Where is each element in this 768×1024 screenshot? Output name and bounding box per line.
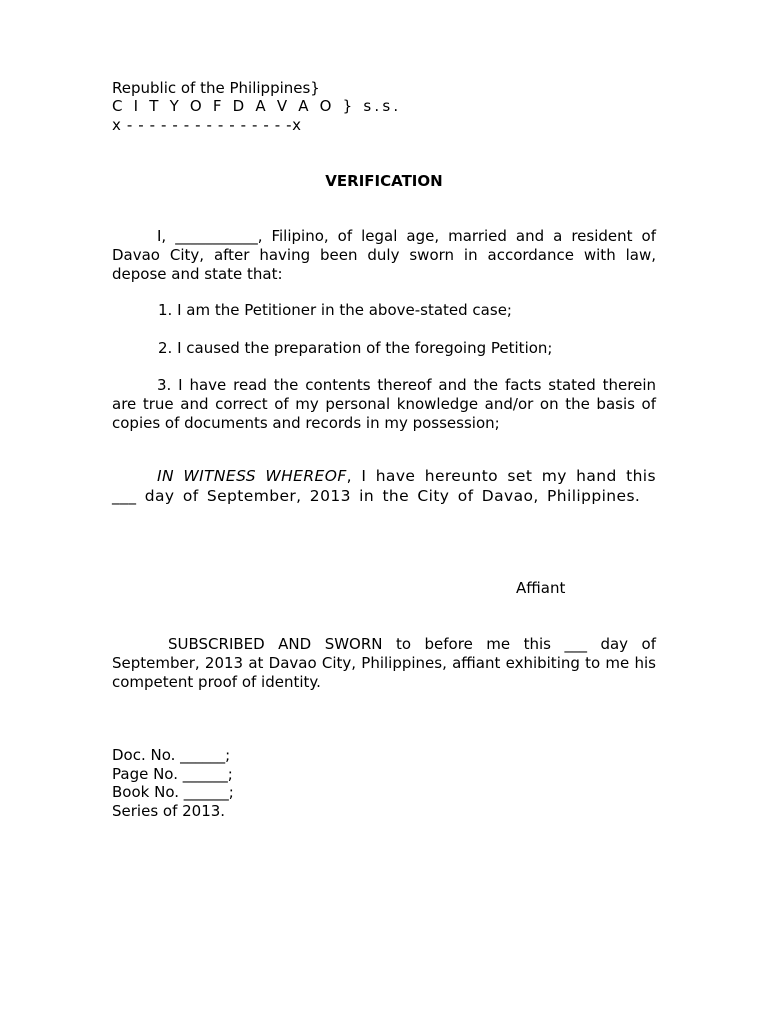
series-year: Series of 2013. xyxy=(112,802,226,820)
witness-text: , I have hereunto set my hand this ___ day of September, 2013 in the City of Davao, Philippines. xyxy=(112,467,656,505)
statement-item-2: 2. I caused the preparation of the foregoing Petition; xyxy=(158,339,553,357)
document-title: VERIFICATION xyxy=(325,172,443,190)
intro-paragraph: I, ___________, Filipino, of legal age, married and a resident of Davao City, after having been duly sworn in accordance with law, depose and state that: xyxy=(112,227,656,283)
affiant-label: Affiant xyxy=(516,579,566,597)
caption-city: C I T Y O F D A V A O } s.s. xyxy=(112,97,402,115)
subscribed-paragraph: SUBSCRIBED AND SWORN to before me this ___ day of September, 2013 at Davao City, Philippines, affiant exhibiting to me his competent proof of identity. xyxy=(112,635,656,691)
witness-paragraph xyxy=(112,466,656,506)
caption-separator: x - - - - - - - - - - - - - - -x xyxy=(112,116,302,134)
doc-number: Doc. No. ______; xyxy=(112,746,231,764)
witness-italic: IN WITNESS WHEREOF xyxy=(157,467,347,485)
page-number: Page No. ______; xyxy=(112,765,233,783)
statement-item-3: 3. I have read the contents thereof and the facts stated therein are true and correct of my personal knowledge and/or on the basis of copies of documents and records in my possession; xyxy=(112,376,656,432)
caption-republic: Republic of the Philippines} xyxy=(112,79,320,97)
statement-item-1: 1. I am the Petitioner in the above-stated case; xyxy=(158,301,512,319)
book-number: Book No. ______; xyxy=(112,783,234,801)
